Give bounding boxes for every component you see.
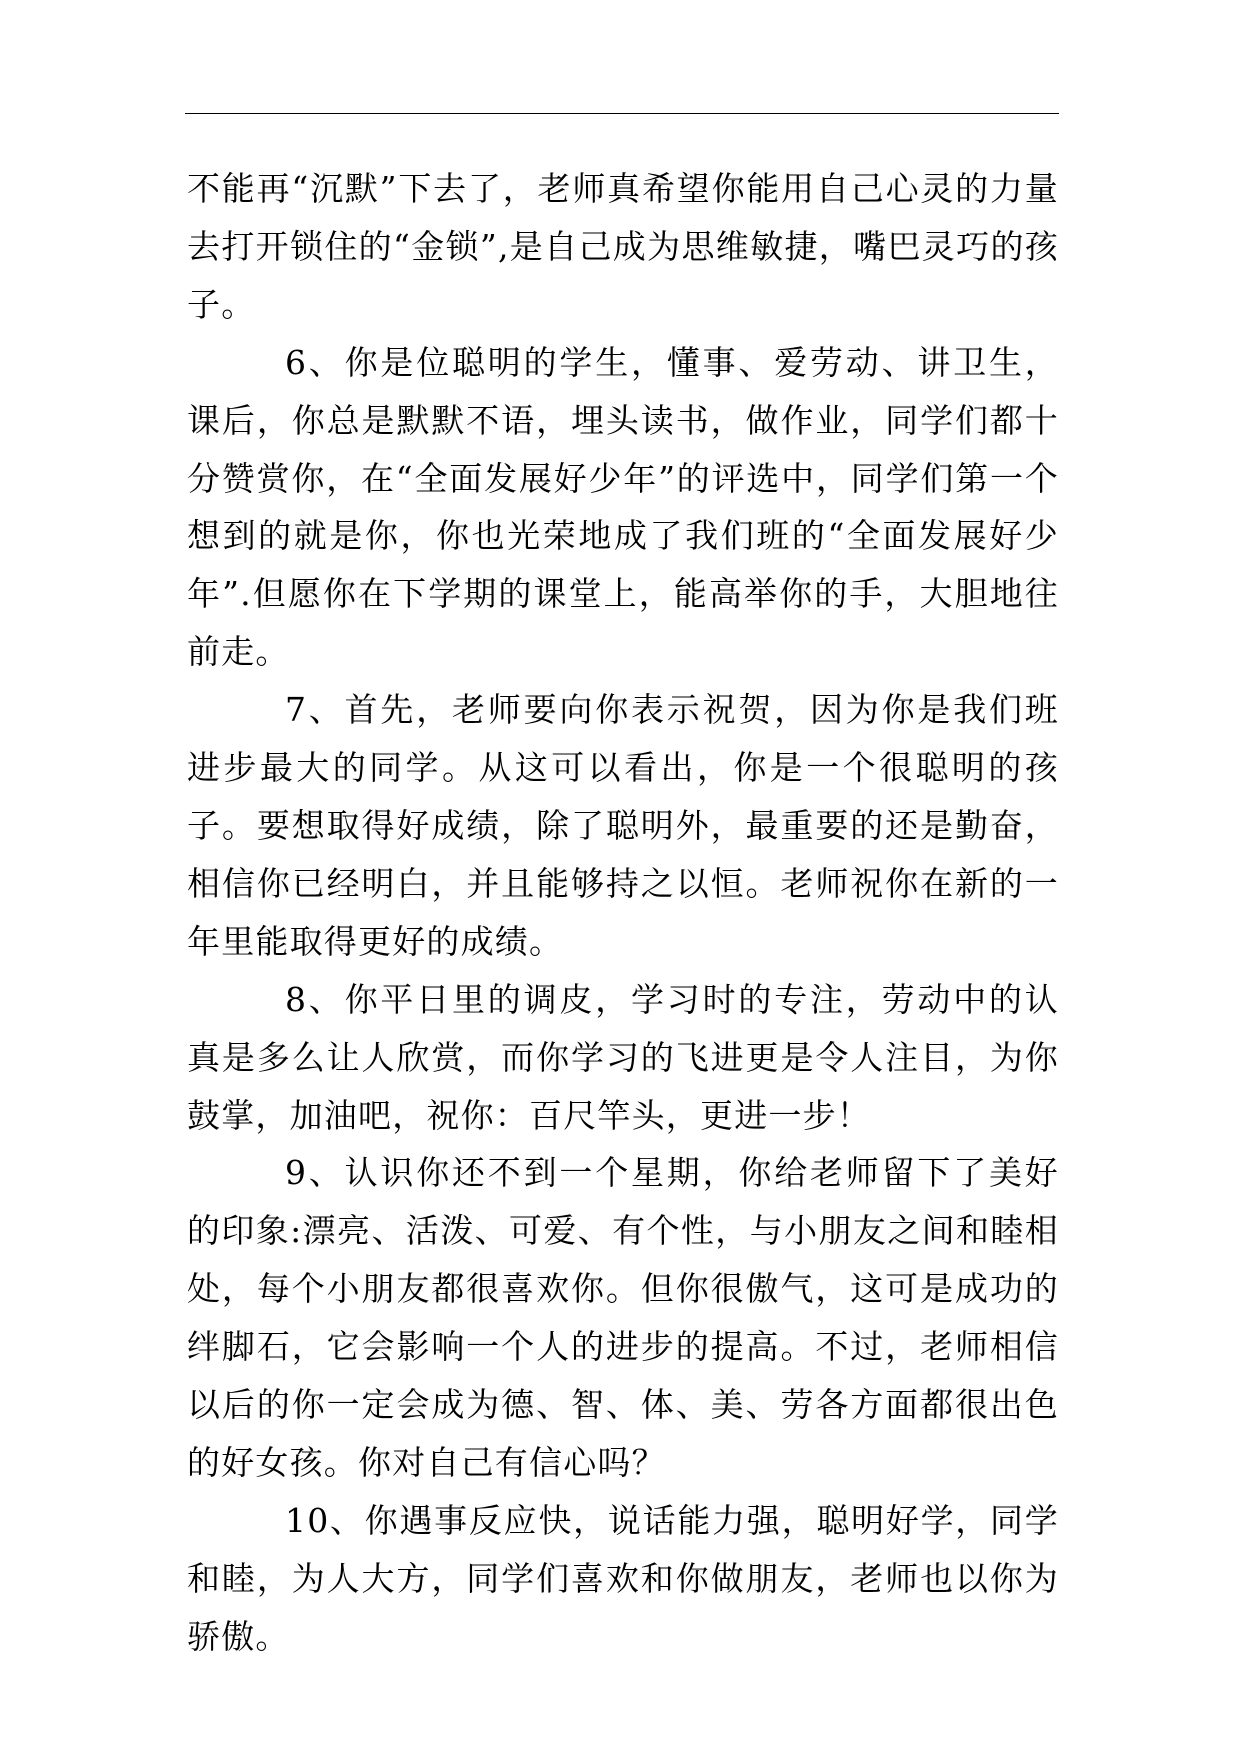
paragraph-continuation: 不能再“沉默”下去了，老师真希望你能用自己心灵的力量去打开锁住的“金锁”,是自己成为思维敏捷，嘴巴灵巧的孩子。	[187, 169, 1059, 324]
body-text	[187, 160, 1059, 1666]
paragraph-item-8: 8、你平日里的调皮，学习时的专注，劳动中的认真是多么让人欣赏，而你学习的飞进更是令人注目，为你鼓掌，加油吧，祝你：百尺竿头，更进一步！	[187, 979, 1059, 1135]
header-rule	[185, 113, 1059, 114]
paragraph-item-7: 7、首先，老师要向你表示祝贺，因为你是我们班进步最大的同学。从这可以看出，你是一个很聪明的孩子。要想取得好成绩，除了聪明外，最重要的还是勤奋，相信你已经明白，并且能够持之以恒。老师祝你在新的一年里能取得更好的成绩。	[187, 690, 1059, 961]
paragraph-item-10: 10、你遇事反应快，说话能力强，聪明好学，同学和睦，为人大方，同学们喜欢和你做朋友，老师也以你为骄傲。	[187, 1500, 1059, 1656]
paragraph-item-9: 9、认识你还不到一个星期，你给老师留下了美好的印象:漂亮、活泼、可爱、有个性，与小朋友之间和睦相处，每个小朋友都很喜欢你。但你很傲气，这可是成功的绊脚石，它会影响一个人的进步的提高。不过，老师相信以后的你一定会成为德、智、体、美、劳各方面都很出色的好女孩。你对自己有信心吗？	[187, 1153, 1059, 1482]
paragraph-item-6: 6、你是位聪明的学生，懂事、爱劳动、讲卫生，课后，你总是默默不语，埋头读书，做作业，同学们都十分赞赏你，在“全面发展好少年”的评选中，同学们第一个想到的就是你，你也光荣地成了我们班的“全面发展好少年”.但愿你在下学期的课堂上，能高举你的手，大胆地往前走。	[187, 342, 1059, 672]
